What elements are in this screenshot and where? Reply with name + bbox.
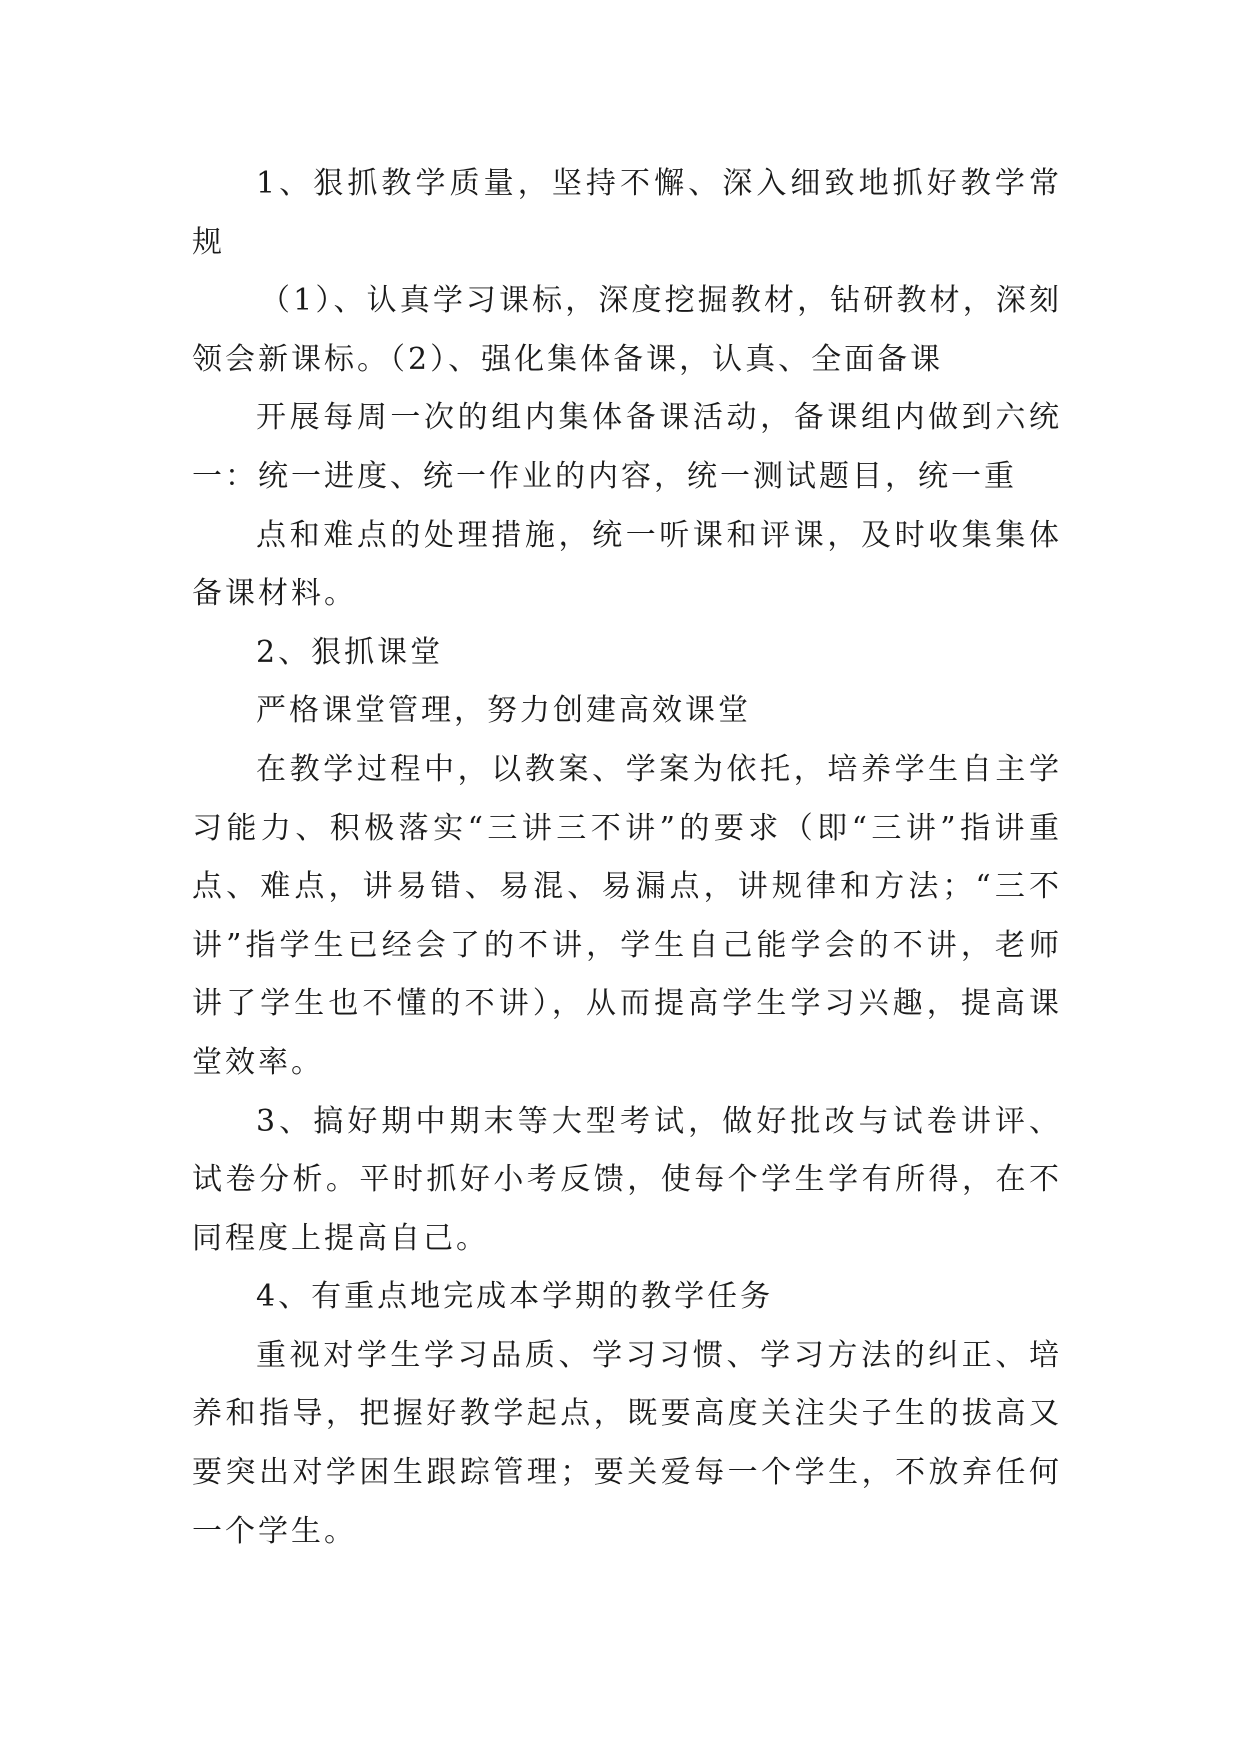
- paragraph-1-1: （1）、认真学习课标，深度挖掘教材，钻研教材，深刻领会新课标。（2）、强化集体备课，认真、全面备课: [192, 283, 1062, 377]
- paragraph-heading-1: 1、狠抓教学质量，坚持不懈、深入细致地抓好教学常规: [192, 166, 1062, 260]
- paragraph-4-1: 重视对学生学习品质、学习习惯、学习方法的纠正、培养和指导，把握好教学起点，既要高度关注尖子生的拔高又要突出对学困生跟踪管理；要关爱每一个学生，不放弃任何一个学生。: [192, 1337, 1062, 1549]
- paragraph-1-2: 开展每周一次的组内集体备课活动，备课组内做到六统一：统一进度、统一作业的内容，统一测试题目，统一重: [192, 400, 1062, 494]
- paragraph-2-1: 严格课堂管理，努力创建高效课堂: [256, 693, 751, 729]
- document-body: [192, 155, 1062, 1561]
- paragraph-2-2: 在教学过程中，以教案、学案为依托，培养学生自主学习能力、积极落实“三讲三不讲”的要求（即“三讲”指讲重点、难点，讲易错、易混、易漏点，讲规律和方法；“三不讲”指学生已经会了的不讲，学生自己能学会的不讲，老师讲了学生也不懂的不讲），从而提高学生学习兴趣，提高课堂效率。: [192, 751, 1062, 1080]
- paragraph-heading-2: 2、狠抓课堂: [256, 634, 444, 670]
- paragraph-heading-3: 3、搞好期中期末等大型考试，做好批改与试卷讲评、试卷分析。平时抓好小考反馈，使每个学生学有所得，在不同程度上提高自己。: [192, 1103, 1062, 1256]
- paragraph-heading-4: 4、有重点地完成本学期的教学任务: [256, 1279, 774, 1315]
- paragraph-1-3: 点和难点的处理措施，统一听课和评课，及时收集集体备课材料。: [192, 517, 1062, 612]
